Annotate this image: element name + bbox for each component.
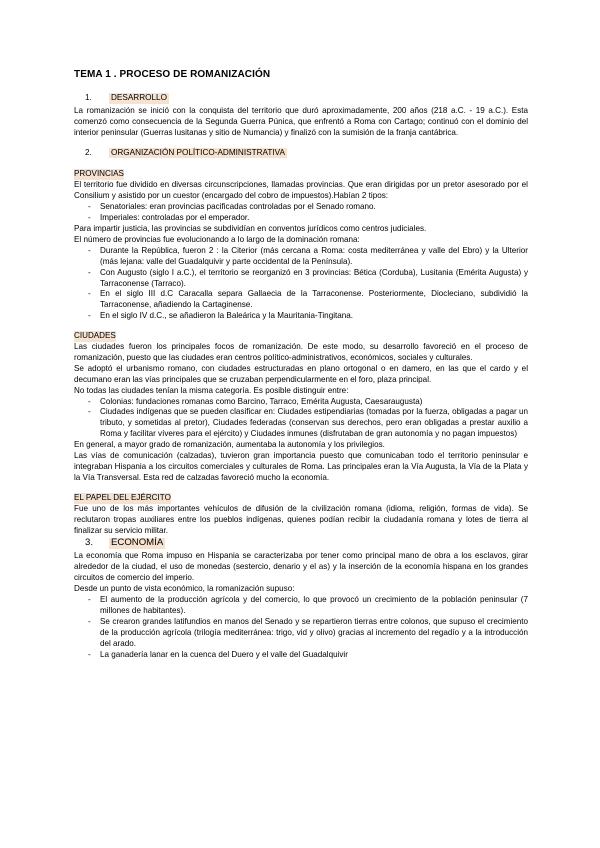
list-item: - Se crearon grandes latifundios en manos del Senado y se repartieron tierras entre colonos, que supuso el crecimiento de la producción agrícola (trilogía mediterránea: trigo, vid y olivo) gracias al incremento del regadío y a la introducción del arado. [88,617,528,650]
list-item: - Durante la República, fueron 2 : la Citerior (más cercana a Roma: costa mediterránea y valle del Ebro) y la Ulterior (más lejana: valle del Guadalquivir y parte occidental de la Península). [88,246,528,268]
list-evolucion-provincias [74,246,528,322]
paragraph-desarrollo: La romanización se inició con la conquista del territorio que duró aproximadamente, 200 años (218 a.C. - 19 a.C.). Esta comenzó como consecuencia de la Segunda Guerra Púnica, que enfrentó a Roma con Cartago; continuó con el dominio del interior peninsular (Guerras lusitanas y sitio de Numancia) y finalizó con la sumisión de la franja cantábrica. [74,105,528,137]
section-title: ORGANIZACIÓN POLÍTICO-ADMINISTRATIVA [111,147,285,157]
paragraph-ciudades-intro: Las ciudades fueron los principales focos de romanización. De este modo, su desarrollo favoreció en el proceso de romanización, puesto que las ciudades eran centros político-administrativos, económicos, sociales y culturales. [74,342,528,362]
list-item: - La ganadería lanar en la cuenca del Duero y el valle del Guadalquivir [88,650,528,661]
list-item: - Ciudades indígenas que se pueden clasificar en: Ciudades estipendiarias (tomadas por la fuerza, obligadas a pagar un tributo, y sometidas al pretor), Ciudades federadas (conservan sus derechos, pero eran obligadas a prestar auxilio a Roma y facilitar víveres para el ejército) y Ciudades inmunes (disfrutaban de gran autonomía y no pagan impuestos) [88,407,528,440]
list-item: - Senatoriales: eran provincias pacificadas controladas por el Senado romano. [88,202,528,213]
paragraph-romanizacion-general: En general, a mayor grado de romanización, aumentaba la autonomía y los privilegios. [74,440,385,450]
subheading-ejercito: EL PAPEL DEL EJÉRCITO [74,492,171,502]
list-tipos-provincias [74,202,528,224]
paragraph-provincias-intro: El territorio fue dividido en diversas circunscripciones, llamadas provincias. Que eran dirigidas por un pretor asesorado por el Consilium y asistido por un cuestor (encargado del cobro de impuestos).Habían 2 tipos: [74,180,528,201]
section-heading-desarrollo [74,93,528,104]
document-page [74,70,528,660]
list-economia [74,595,528,660]
section-number: 2. [85,147,92,157]
paragraph-urbanismo: Se adoptó el urbanismo romano, con ciudades estructuradas en plano ortogonal o en damero, en las que el cardo y el decumano eran las vías principales que se cruzaban perpendicularmente en el foro, plaza principal. [74,363,528,384]
list-item: - En el siglo III d.C Caracalla separa Gallaecia de la Tarraconense. Posteriormente, Diocleciano, subdividió la Tarraconense, añadiendo la Cartaginense. [88,289,528,311]
list-item: - En el siglo IV d.C., se añadieron la Baleárica y la Mauritania-Tingitana. [88,311,528,322]
list-item: - Imperiales: controladas por el emperador. [88,213,528,224]
section-heading-economia [74,538,528,549]
paragraph-calzadas: Las vías de comunicación (calzadas), tuvieron gran importancia puesto que comunicaban todo el territorio peninsular e integraban Hispania a los circuitos comerciales y culturales de Roma. Las principales eran la Vía Augusta, la Vía de la Plata y la Vía Transversal. Esta red de calzadas favoreció mucho la economía. [74,451,528,482]
paragraph-ejercito: Fue uno de los más importantes vehículos de difusión de la civilización romana (idioma, religión, formas de vida). Se reclutaron tropas auxiliares entre los pueblos indígenas, quienes podían recibir la ciudadanía romana y lotes de tierra al finalizar su servicio militar. [74,503,528,535]
paragraph-economia-intro: La economía que Roma impuso en Hispania se caracterizaba por tener como principal mano de obra a los esclavos, girar alrededor de la ciudad, el uso de monedas (sestercio, denario y el as) y la inserción de la economía hispana en los grandes circuitos de comercio del imperio. [74,551,528,583]
list-tipos-ciudades [74,397,528,441]
section-title: ECONOMÍA [111,537,164,549]
subheading-ciudades: CIUDADES [74,331,116,341]
section-number: 1. [85,92,92,102]
section-heading-organizacion [74,148,528,159]
paragraph-categoria: No todas las ciudades tenían la misma categoría. Es posible distinguir entre: [74,385,349,395]
paragraph-justicia: Para impartir justicia, las provincias se subdividían en conventos jurídicos como centros judiciales. [74,223,427,233]
list-item: - Con Augusto (siglo I a.C.), el territorio se reorganizó en 3 provincias: Bética (Corduba), Lusitania (Emérita Augusta) y Tarraconense (Tarraco). [88,268,528,290]
section-title: DESARROLLO [111,92,167,102]
document-title: TEMA 1 . PROCESO DE ROMANIZACIÓN [74,69,271,80]
list-item: - El aumento de la producción agrícola y del comercio, lo que provocó un crecimiento de la población peninsular (7 millones de habitantes). [88,595,528,617]
paragraph-numero-provincias: El número de provincias fue evolucionando a lo largo de la dominación romana: [74,234,360,244]
paragraph-punto-vista: Desde un punto de vista económico, la romanización supuso: [74,584,295,594]
section-number: 3. [85,537,94,549]
subheading-provincias: PROVINCIAS [74,169,124,179]
list-item: - Colonias: fundaciones romanas como Barcino, Tarraco, Emérita Augusta, Caesaraugusta) [88,397,528,408]
